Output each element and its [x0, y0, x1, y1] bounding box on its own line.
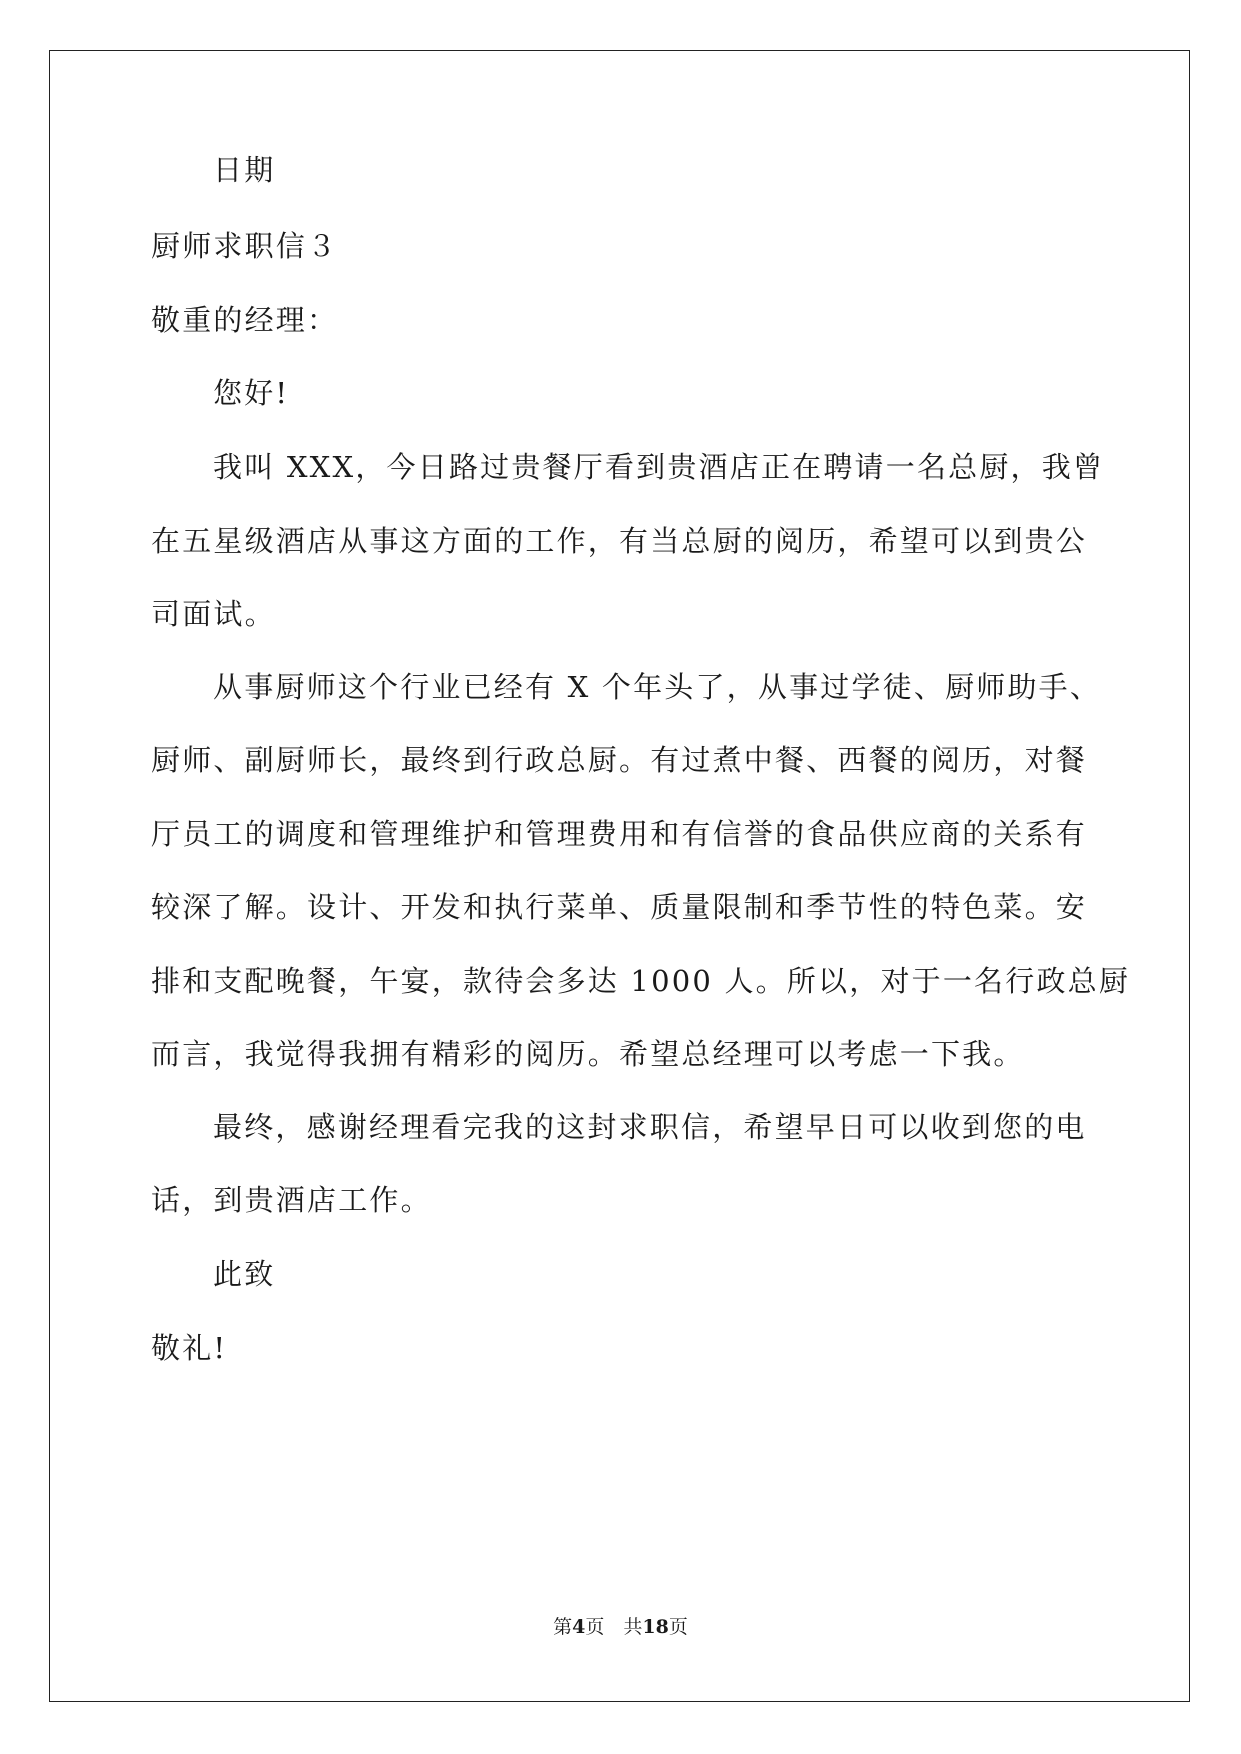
date-label: 日期 [213, 153, 276, 187]
page-footer [0, 1612, 1241, 1639]
paragraph-3-line-1: 最终，感谢经理看完我的这封求职信，希望早日可以收到您的电 [213, 1110, 1087, 1144]
closing-regards: 此致 [213, 1257, 276, 1291]
paragraph-1-line-2: 在五星级酒店从事这方面的工作，有当总厨的阅历，希望可以到贵公 [151, 524, 1088, 558]
paragraph-2-line-6: 而言，我觉得我拥有精彩的阅历。希望总经理可以考虑一下我。 [151, 1037, 1025, 1071]
footer-mid: 页 共 [585, 1616, 643, 1638]
footer-total-pages: 18 [642, 1616, 669, 1638]
footer-prefix: 第 [553, 1616, 573, 1638]
paragraph-2-line-2: 厨师、副厨师长，最终到行政总厨。有过煮中餐、西餐的阅历，对餐 [151, 743, 1088, 777]
footer-page-number: 4 [572, 1616, 586, 1638]
closing-salute: 敬礼! [151, 1331, 228, 1365]
greeting: 您好! [213, 376, 290, 410]
salutation: 敬重的经理： [151, 303, 339, 337]
page-border [49, 50, 1190, 1702]
paragraph-1-line-3: 司面试。 [151, 597, 276, 631]
paragraph-2-line-1: 从事厨师这个行业已经有 X 个年头了，从事过学徒、厨师助手、 [213, 670, 1102, 704]
paragraph-2-line-3: 厅员工的调度和管理维护和管理费用和有信誉的食品供应商的关系有 [151, 817, 1088, 851]
paragraph-2-line-4: 较深了解。设计、开发和执行菜单、质量限制和季节性的特色菜。安 [151, 890, 1088, 924]
paragraph-1-line-1: 我叫 XXX，今日路过贵餐厅看到贵酒店正在聘请一名总厨，我曾 [213, 450, 1105, 484]
letter-heading: 厨师求职信３ [151, 229, 339, 263]
paragraph-3-line-2: 话，到贵酒店工作。 [151, 1183, 432, 1217]
footer-suffix: 页 [668, 1616, 688, 1638]
paragraph-2-line-5: 排和支配晚餐，午宴，款待会多达 1000 人。所以，对于一名行政总厨 [151, 964, 1131, 998]
